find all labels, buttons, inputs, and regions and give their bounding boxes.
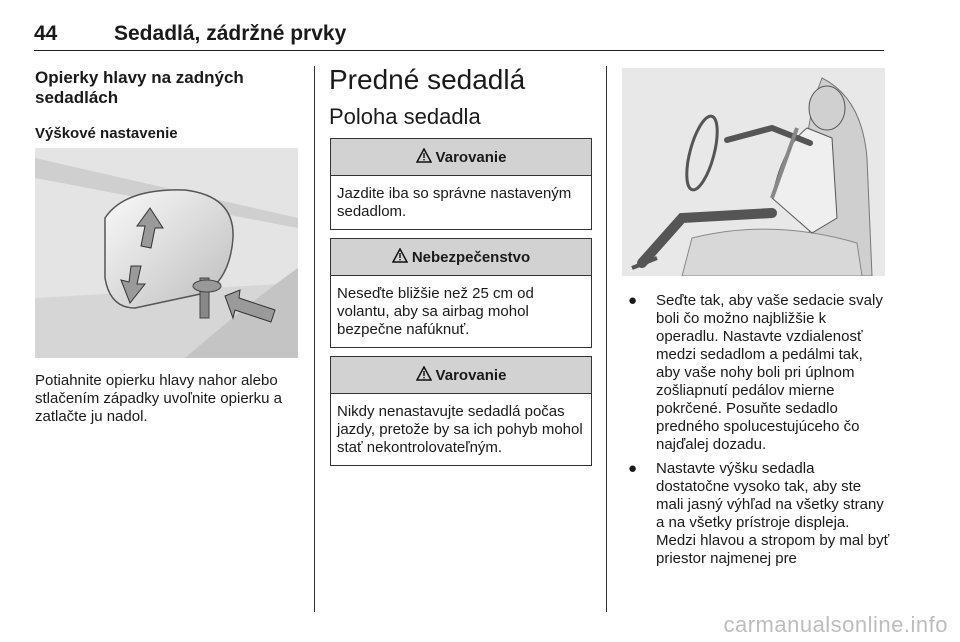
list-item-text: Nastavte výšku sedadla dostatočne vysoko tak, aby ste mali jasný výhľad na všetky strany a na všetky prístroje displeja. Medzi hlavou a stropom by mal byť priestor najmenej pre	[656, 460, 890, 567]
bullet-icon: ●	[628, 292, 638, 309]
warning-triangle-icon	[392, 248, 408, 267]
warning-triangle-icon	[416, 148, 432, 167]
warning-header	[331, 139, 591, 176]
seated-driver-illustration	[622, 68, 885, 276]
warning-box-2	[330, 356, 592, 466]
warning-text: Jazdite iba so správne nastaveným sedadlom.	[337, 185, 572, 220]
column-divider-left	[314, 66, 315, 612]
column-divider-right	[606, 66, 607, 612]
warning-box	[330, 138, 592, 230]
page-number: 44	[34, 22, 58, 45]
subsection-title: Poloha sedadla	[329, 104, 481, 129]
header-rule	[34, 50, 884, 51]
left-column	[35, 68, 305, 142]
section-title: Predné sedadlá	[329, 64, 526, 95]
subsection-heading: Výškové nastavenie	[35, 125, 178, 142]
list-item	[628, 460, 890, 568]
danger-box	[330, 238, 592, 348]
danger-text: Neseďte bližšie než 25 cm od volantu, aby sa airbag mohol bezpečne nafúknuť.	[337, 285, 534, 338]
list-item-text: Seďte tak, aby vaše sedacie svaly boli čo možno najbližšie k operadlu. Nastavte vzdialenosť medzi sedadlom a pedálmi tak, aby vaše nohy boli pri úplnom zošliapnutí pedálov mierne pokrčené. Posuňte sedadlo predného spolucestujúceho čo najďalej dozadu.	[656, 292, 883, 453]
watermark: carmanualsonline.info	[723, 612, 948, 637]
warning-triangle-icon	[416, 366, 432, 385]
section-heading: Opierky hlavy na zadných sedadlách	[35, 68, 244, 107]
warning-text-2: Nikdy nenastavujte sedadlá počas jazdy, pretože by sa ich pohyb mohol stať nekontrolovateľným.	[337, 403, 583, 456]
danger-label: Nebezpečenstvo	[411, 248, 531, 266]
list-item	[628, 292, 890, 454]
running-header: Sedadlá, zádržné prvky	[114, 22, 347, 45]
headrest-caption: Potiahnite opierku hlavy nahor alebo stlačením západky uvoľnite opierku a zatlačte ju nadol.	[35, 372, 283, 425]
warning-header-2	[331, 357, 591, 394]
warning-label: Varovanie	[435, 148, 507, 166]
headrest-illustration	[35, 148, 298, 358]
bullet-icon: ●	[628, 460, 638, 477]
warning-label-2: Varovanie	[435, 366, 507, 384]
danger-header	[331, 239, 591, 276]
instruction-list	[628, 292, 890, 574]
